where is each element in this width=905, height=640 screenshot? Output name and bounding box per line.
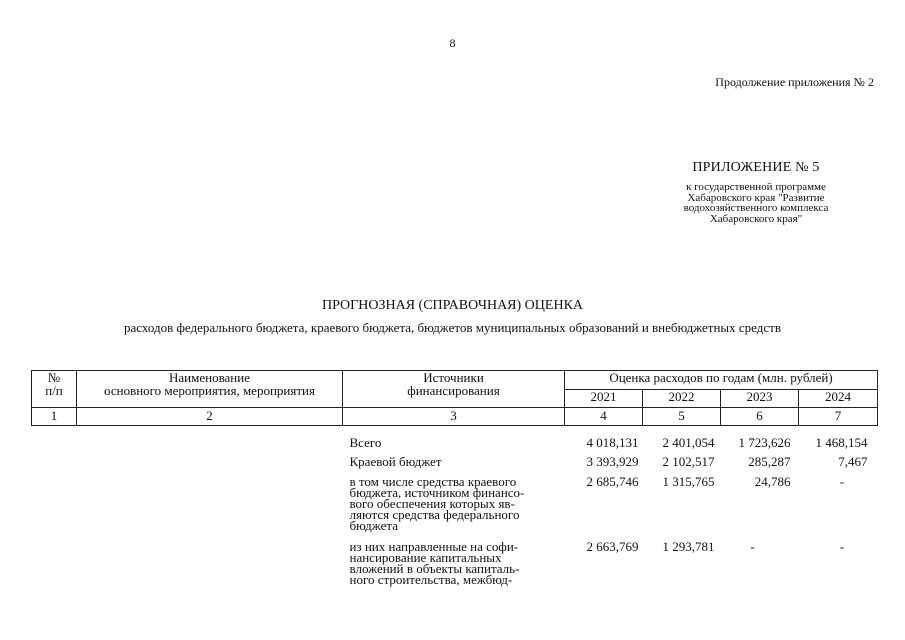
header-year-2023: 2023 [721, 390, 799, 408]
page-number: 8 [449, 36, 456, 50]
header-number: № п/п [32, 371, 77, 408]
appendix-line: Хабаровского края "Развитие [687, 191, 825, 204]
row-value: 285,287 [748, 454, 791, 469]
row-source: Всего [349, 435, 382, 450]
row-value: 2 102,517 [662, 454, 715, 469]
row-source: Краевой бюджет [349, 454, 442, 469]
column-index: 4 [565, 408, 643, 426]
column-index: 5 [643, 408, 721, 426]
table-row [32, 531, 878, 585]
row-value: 1 468,154 [815, 435, 868, 450]
row-value: - [839, 539, 845, 554]
table-row [32, 451, 878, 470]
appendix-title: ПРИЛОЖЕНИЕ № 5 [692, 160, 820, 175]
column-index: 7 [799, 408, 878, 426]
column-index: 3 [343, 408, 565, 426]
continuation-note: Продолжение приложения № 2 [715, 75, 874, 89]
row-value: 4 018,131 [586, 435, 639, 450]
row-value: 2 685,746 [586, 474, 639, 489]
header-year-2022: 2022 [643, 390, 721, 408]
header-source: Источники финансирования [343, 371, 565, 408]
header-name: Наименование основного мероприятия, мероприятия [77, 371, 343, 408]
table-row [32, 432, 878, 451]
column-index: 6 [721, 408, 799, 426]
header-year-2021: 2021 [565, 390, 643, 408]
row-value: 1 723,626 [738, 435, 791, 450]
row-value: 3 393,929 [586, 454, 639, 469]
appendix-line: Хабаровского края" [709, 212, 803, 225]
appendix-line: водохозяйственного комплекса [683, 202, 829, 214]
row-value: 1 315,765 [662, 474, 715, 489]
document-subtitle: расходов федерального бюджета, краевого бюджета, бюджетов муниципальных образований и внебюджетных средств [124, 320, 781, 335]
row-value: - [750, 539, 755, 554]
column-index-row [32, 408, 878, 426]
document-title: ПРОГНОЗНАЯ (СПРАВОЧНАЯ) ОЦЕНКА [321, 298, 584, 313]
appendix-header [640, 160, 872, 224]
row-value: - [839, 474, 845, 489]
row-value: 24,786 [754, 474, 791, 489]
header-year-2024: 2024 [799, 390, 878, 408]
row-value: 2 401,054 [662, 435, 715, 450]
row-source: из них направленные на софи- нансирование капитальных вложений в объекты капиталь- ного строительства, межбюд- [349, 539, 520, 587]
budget-table [31, 370, 878, 585]
row-value: 1 293,781 [662, 539, 715, 554]
appendix-line: к государственной программе [686, 181, 826, 193]
column-index: 1 [32, 408, 77, 426]
row-value: 7,467 [838, 454, 868, 469]
header-years-group: Оценка расходов по годам (млн. рублей) [565, 371, 878, 390]
row-source: в том числе средства краевого бюджета, источником финансо- вого обеспечения которых яв- ляются средства федерального бюджета [349, 474, 525, 533]
table-row [32, 470, 878, 531]
row-value: 2 663,769 [586, 539, 639, 554]
column-index: 2 [77, 408, 343, 426]
